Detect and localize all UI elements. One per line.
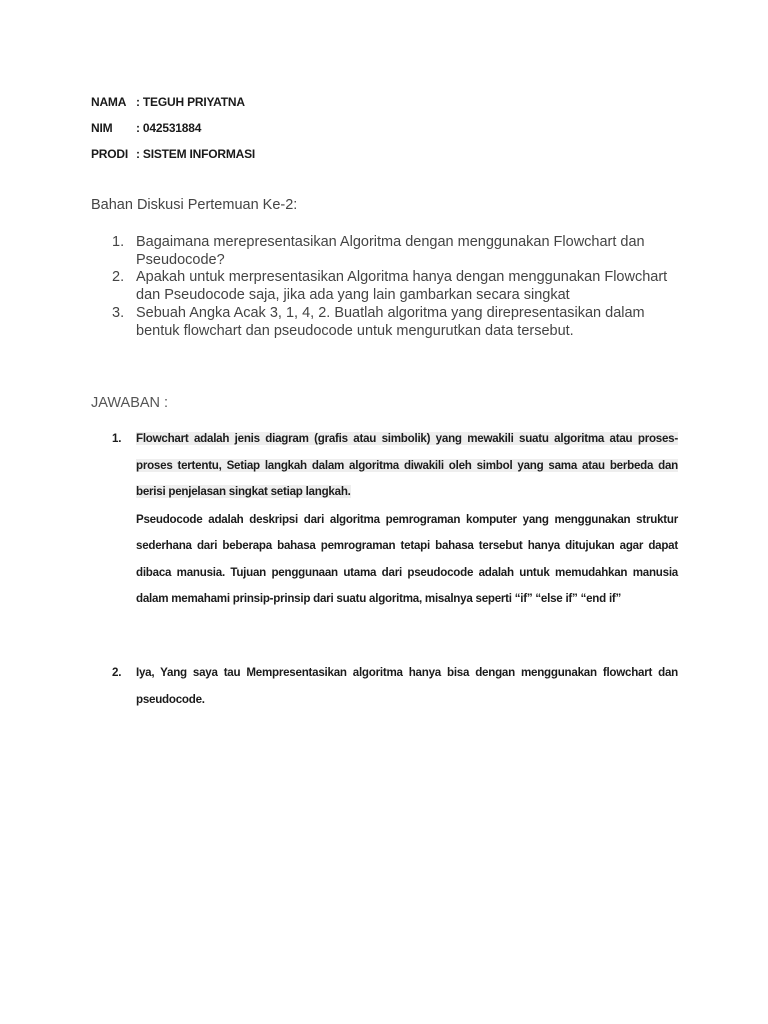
answer-paragraph-2: Pseudocode adalah deskripsi dari algoritma pemrograman komputer yang menggunakan struktur sederhana dari beberapa bahasa pemrograman tetapi bahasa tersebut hanya ditujukan agar dapat dibaca manusia. Tujuan penggunaan utama dari pseudocode adalah untuk memudahkan manusia dalam memahami prinsip-prinsip dari suatu algoritma, misalnya seperti “if” “else if” “end if” — [136, 512, 678, 605]
identity-value: : 042531884 — [136, 121, 202, 135]
question-number: 1. — [112, 234, 125, 250]
answer-paragraph: Iya, Yang saya tau Mempresentasikan algoritma hanya bisa dengan menggunakan flowchart dan pseudocode. — [136, 666, 678, 706]
question-text: Apakah untuk merpresentasikan Algoritma hanya dengan menggunakan Flowchart dan Pseudocode saja, jika ada yang lain gambarkan secara singkat — [136, 269, 668, 304]
identity-label: NIM — [91, 121, 113, 135]
identity-label: PRODI — [91, 147, 129, 161]
question-number: 2. — [112, 269, 125, 286]
discussion-heading: Bahan Diskusi Pertemuan Ke-2: — [91, 197, 298, 213]
answer-item — [112, 426, 678, 613]
question-number: 3. — [112, 304, 125, 321]
question-item — [112, 234, 692, 269]
question-text: Sebuah Angka Acak 3, 1, 4, 2. Buatlah algoritma yang direpresentasikan dalam bentuk flowchart dan pseudocode untuk mengurutkan data tersebut. — [136, 304, 645, 339]
answers-heading: JAWABAN : — [91, 395, 169, 411]
question-text: Bagaimana merepresentasikan Algoritma dengan menggunakan Flowchart dan Pseudocode? — [136, 234, 645, 268]
question-item — [112, 305, 692, 340]
answer-number: 2. — [112, 666, 122, 679]
identity-row-nim — [91, 121, 201, 137]
identity-value: : SISTEM INFORMASI — [136, 147, 256, 161]
identity-row-prodi — [91, 147, 255, 163]
identity-value: : TEGUH PRIYATNA — [136, 95, 245, 109]
question-item — [112, 269, 692, 304]
answer-item — [112, 660, 678, 713]
answer-number: 1. — [112, 432, 122, 445]
question-list — [112, 234, 692, 340]
answer-paragraph — [136, 426, 678, 506]
identity-row-name — [91, 95, 245, 111]
identity-label: NAMA — [91, 95, 127, 109]
answer-text-highlighted: Flowchart adalah jenis diagram (grafis atau simbolik) yang mewakili suatu algoritma atau proses-proses tertentu, Setiap langkah dalam algoritma diwakili oleh simbol yang sama atau berbeda dan berisi penjelasan singkat setiap langkah. — [136, 432, 678, 498]
